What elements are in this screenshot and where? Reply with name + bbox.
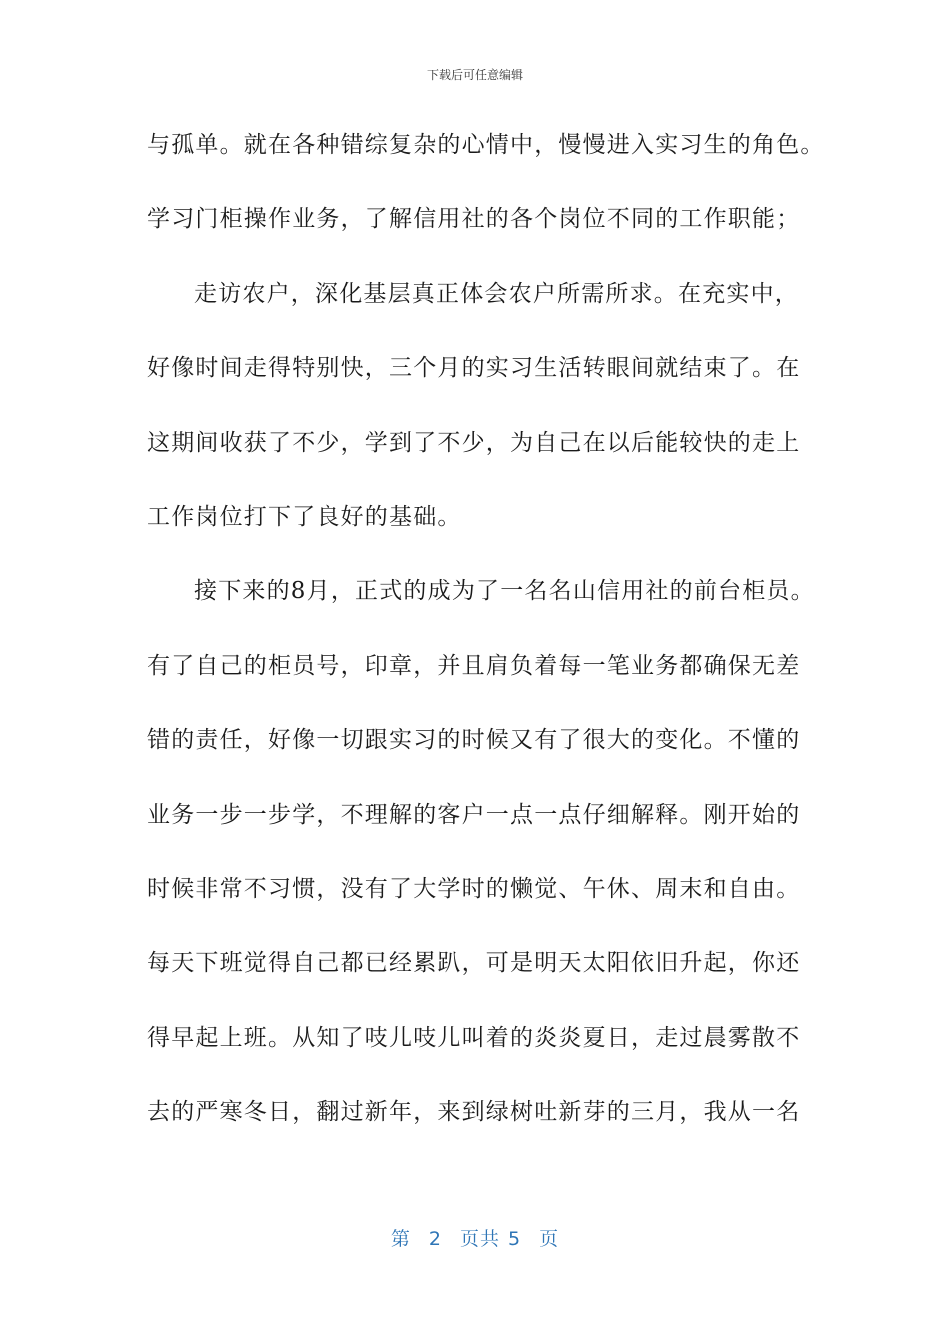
- text-line: 错的责任，好像一切跟实习的时候又有了很大的变化。不懂的: [147, 727, 801, 754]
- footer-prefix: 第: [390, 1228, 411, 1250]
- text-line: 业务一步一步学，不理解的客户一点一点仔细解释。刚开始的: [147, 801, 801, 828]
- text-line: 时候非常不习惯，没有了大学时的懒觉、午休、周末和自由。: [147, 875, 801, 902]
- total-pages-number: 5: [508, 1228, 522, 1250]
- text-line: 这期间收获了不少，学到了不少，为自己在以后能较快的走上: [147, 429, 801, 456]
- header-note: 下载后可任意编辑: [426, 68, 523, 82]
- footer-suffix: 页: [539, 1228, 560, 1250]
- current-page-number: 2: [428, 1228, 442, 1250]
- text-line: 工作岗位打下了良好的基础。: [147, 503, 462, 530]
- text-line: 好像时间走得特别快，三个月的实习生活转眼间就结束了。在: [147, 355, 801, 382]
- text-line: 去的严寒冬日，翻过新年，来到绿树吐新芽的三月，我从一名: [147, 1099, 801, 1126]
- text-line: 学习门柜操作业务，了解信用社的各个岗位不同的工作职能；: [147, 206, 801, 233]
- page-footer: [0, 1224, 950, 1251]
- text-line: 得早起上班。从知了吱儿吱儿叫着的炎炎夏日，走过晨雾散不: [147, 1024, 801, 1051]
- document-body: [147, 120, 827, 1161]
- text-line: 每天下班觉得自己都已经累趴，可是明天太阳依旧升起，你还: [147, 950, 801, 977]
- text-line: 与孤单。就在各种错综复杂的心情中，慢慢进入实习生的角色。: [147, 132, 825, 158]
- text-line-indented: 接下来的8月，正式的成为了一名名山信用社的前台柜员。: [194, 578, 815, 605]
- text-line: 有了自己的柜员号，印章，并且肩负着每一笔业务都确保无差: [147, 652, 801, 679]
- text-line-indented: 走访农户，深化基层真正体会农户所需所求。在充实中，: [194, 280, 799, 307]
- footer-middle: 页共: [459, 1228, 500, 1250]
